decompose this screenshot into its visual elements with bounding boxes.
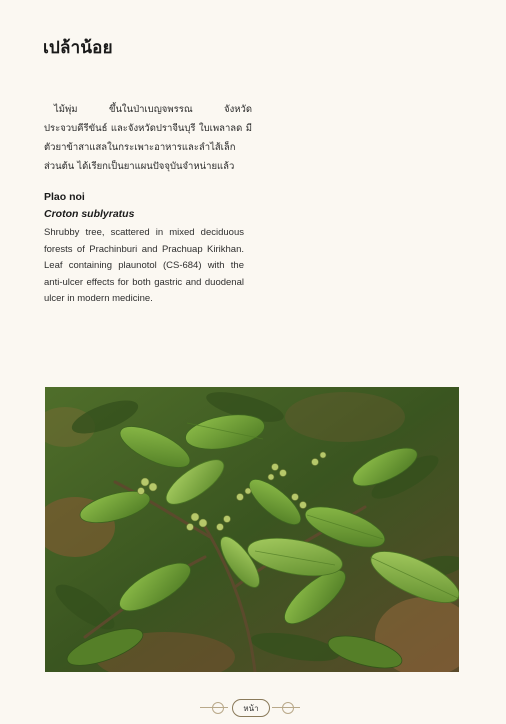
- thai-description-block: [44, 100, 252, 176]
- plant-photo: [45, 387, 459, 672]
- footer-ornament-right: [282, 702, 294, 714]
- page-number-badge: หน้า: [232, 699, 270, 717]
- thai-description: ไม้พุ่ม ขึ้นในป่าเบญจพรรณ จังหวัดประจวบคีรีขันธ์ และจังหวัดปราจีนบุรี ใบเพลาลด มีตัวยาข้าสาแสลในกระเพาะอาหารและลำไส้เล็กส่วนต้น ได้เรียกเป็นยาแผนปัจจุบันจำหน่ายแล้ว: [44, 104, 252, 172]
- footer-ornament-left: [212, 702, 224, 714]
- scientific-name: Croton sublyratus: [44, 208, 135, 220]
- footer-rule-right: [272, 707, 300, 708]
- page-footer: [0, 697, 506, 719]
- page-title: เปล้าน้อย: [43, 38, 113, 58]
- english-name: Plao noi: [44, 191, 85, 203]
- english-description: Shrubby tree, scattered in mixed deciduous forests of Prachinburi and Prachuap Kirikhan. Leaf containing plaunotol (CS-684) with the anti-ulcer effects for both gastric and duodenal ulcer in modern medicine.: [44, 227, 244, 304]
